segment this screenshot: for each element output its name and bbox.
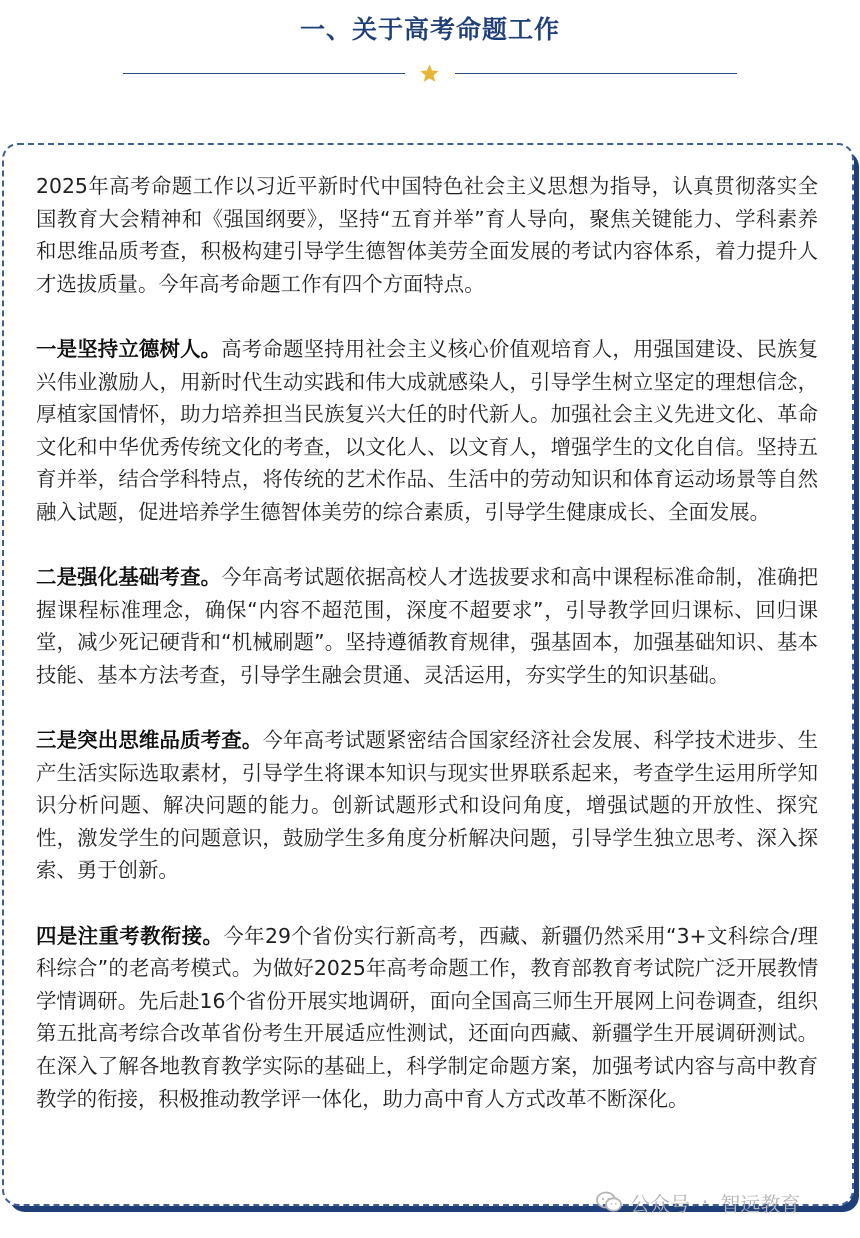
watermark-name: 智远教育 <box>720 1191 801 1216</box>
watermark <box>596 1186 800 1218</box>
star-icon <box>419 63 440 84</box>
intro-paragraph: 2025年高考命题工作以习近平新时代中国特色社会主义思想为指导，认真贯彻落实全国教育大会精神和《强国纲要》，坚持“五育并举”育人导向，聚焦关键能力、学科素养和思维品质考查，积极构建引导学生德智体美劳全面发展的考试内容体系，着力提升人才选拔质量。今年高考命题工作有四个方面特点。 <box>36 174 818 296</box>
point-text-4: 今年29个省份实行新高考，西藏、新疆仍然采用“3+文科综合/理科综合”的老高考模式。为做好2025年高考命题工作，教育部教育考试院广泛开展教情学情调研。先后赴16个省份开展实地调研，面向全国高三师生开展网上问卷调查，组织第五批高考综合改革省份考生开展适应性测试，还面向西藏、新疆学生开展调研测试。在深入了解各地教育教学实际的基础上，科学制定命题方案，加强考试内容与高中教育教学的衔接，积极推动教学评一体化，助力高中育人方式改革不断深化。 <box>36 923 819 1111</box>
article-body <box>36 170 818 1148</box>
point-text-2: 今年高考试题依据高校人才选拔要求和高中课程标准命制，准确把握课程标准理念，确保“内容不超范围，深度不超要求”，引导教学回归课标、回归课堂，减少死记硬背和“机械刷题”。坚持遵循教育规律，强基固本，加强基础知识、基本技能、基本方法考查，引导学生融会贯通、灵活运用，夯实学生的知识基础。 <box>36 565 819 687</box>
section-title: 一、关于高考命题工作 <box>299 15 560 44</box>
divider-left <box>123 73 405 74</box>
point-text-1: 高考命题坚持用社会主义核心价值观培育人，用强国建设、民族复兴伟业激励人，用新时代生动实践和伟大成就感染人，引导学生树立坚定的理想信念，厚植家国情怀，助力培养担当民族复兴大任的时代新人。加强社会主义先进文化、革命文化和中华优秀传统文化的考查，以文化人、以文育人，增强学生的文化自信。坚持五育并举，结合学科特点，将传统的艺术作品、生活中的劳动知识和体育运动场景等自然融入试题，促进培养学生德智体美劳的综合素质，引导学生健康成长、全面发展。 <box>36 336 819 524</box>
point-lead-3: 三是突出思维品质考查。 <box>36 728 263 753</box>
point-text-3: 今年高考试题紧密结合国家经济社会发展、科学技术进步、生产生活实际选取素材，引导学生将课本知识与现实世界联系起来，考查学生运用所学知识分析问题、解决问题的能力。创新试题形式和设问角度，增强试题的开放性、探究性，激发学生的问题意识，鼓励学生多角度分析解决问题，引导学生独立思考、深入探索、勇于创新。 <box>36 728 819 883</box>
divider-right <box>455 73 737 74</box>
point-lead-4: 四是注重考教衔接。 <box>36 923 224 948</box>
point-paragraph-3 <box>36 724 818 887</box>
point-paragraph-1 <box>36 333 818 529</box>
watermark-prefix: 公众号 <box>630 1191 690 1216</box>
section-header <box>0 0 860 110</box>
point-lead-2: 二是强化基础考查。 <box>36 565 222 590</box>
point-lead-1: 一是坚持立德树人。 <box>36 336 222 361</box>
point-paragraph-4 <box>36 920 818 1116</box>
watermark-separator: · <box>702 1190 709 1214</box>
wechat-icon <box>596 1191 622 1213</box>
point-paragraph-2 <box>36 561 818 691</box>
